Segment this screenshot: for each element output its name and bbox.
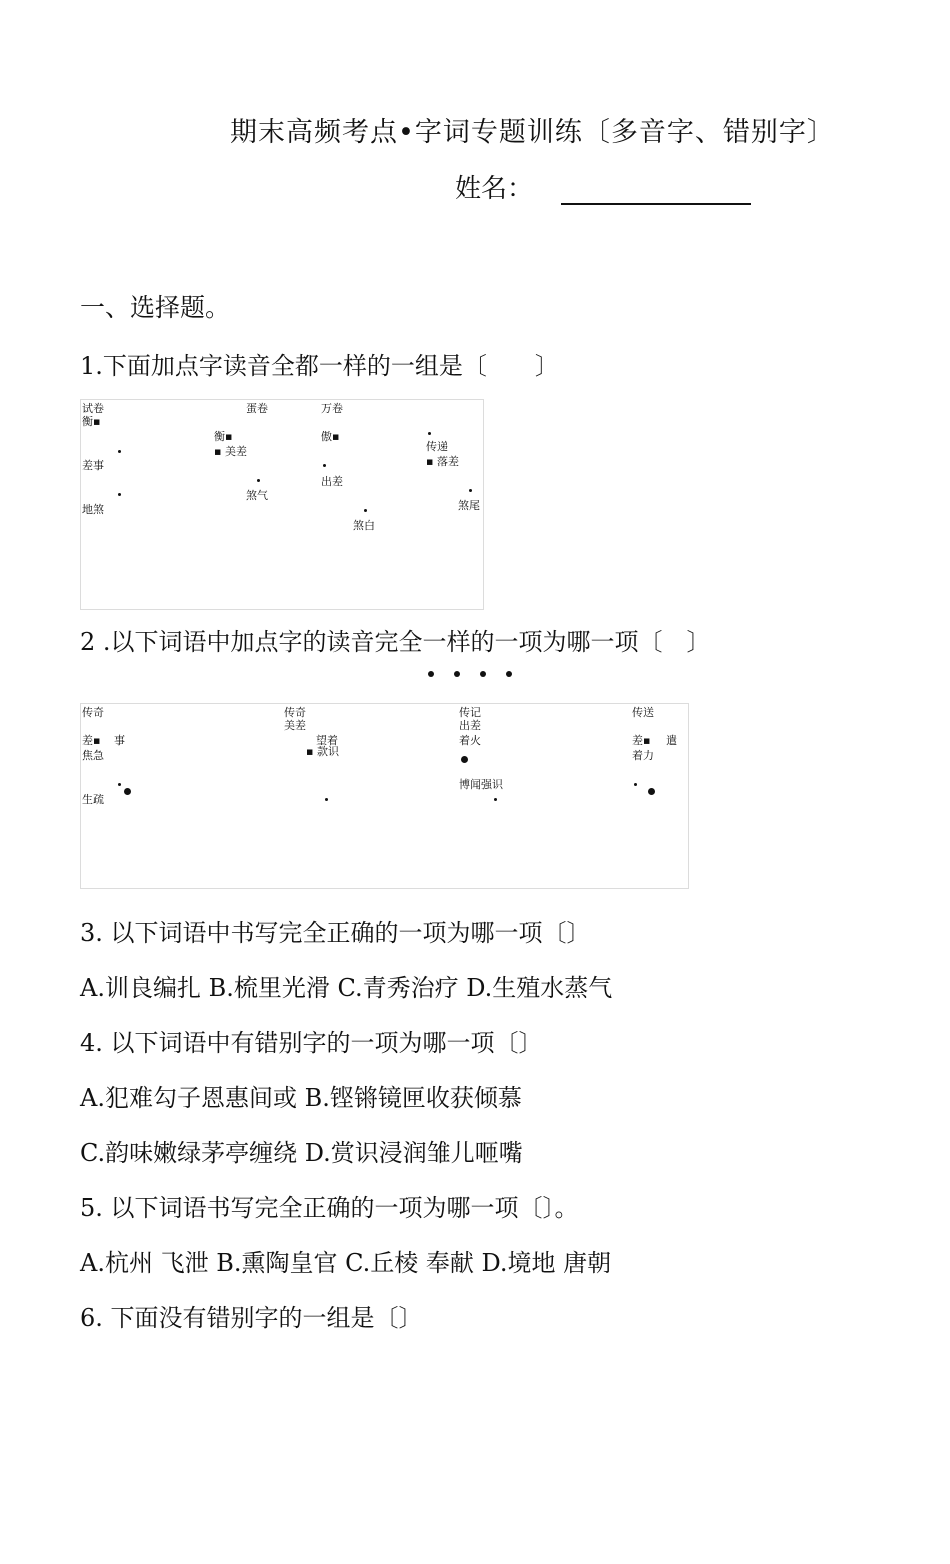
emphasis-dot: [648, 788, 655, 795]
question-1-image: [80, 399, 484, 610]
question-4: 4. 以下词语中有错别字的一项为哪一项〔〕: [80, 1029, 543, 1057]
q1-word: ▪ 落差: [426, 455, 459, 468]
q1-word: 试卷: [82, 402, 104, 415]
question-3: 3. 以下词语中书写完全正确的一项为哪一项〔〕: [80, 919, 591, 947]
emphasis-dots-row: [428, 662, 532, 681]
q1-word: 煞白: [353, 519, 375, 532]
q2-word: 美差: [284, 719, 306, 732]
emphasis-dot: [124, 788, 131, 795]
q1-word: 出差: [321, 475, 343, 488]
question-4-options-cd: C.韵味嫩绿茅亭缠绕 D.赏识浸润雏儿咂嘴: [80, 1139, 523, 1167]
page-title: 期末高频考点•字词专题训练〔多音字、错别字〕: [230, 117, 835, 148]
q2-word: 差▪: [632, 734, 651, 747]
question-2: 2 .以下词语中加点字的读音完全一样的一项为哪一项〔 〕: [80, 628, 711, 656]
q1-word: 傲▪: [321, 430, 340, 443]
q2-word: 望着: [316, 734, 338, 747]
name-label: 姓名：: [455, 174, 534, 204]
q2-word: 着火: [459, 734, 481, 747]
q2-word: 传记: [459, 706, 481, 719]
name-field[interactable]: [455, 168, 751, 205]
q2-word: 事: [114, 734, 125, 747]
question-3-options: A.训良编扎 B.梳里光滑 C.青秀治疗 D.生殖水蒸气: [80, 974, 613, 1002]
q2-word: 博闻强识: [459, 778, 503, 791]
q2-word: 焦急: [82, 749, 104, 762]
emphasis-dot: [634, 783, 637, 786]
question-2-image: [80, 703, 689, 889]
name-blank-line[interactable]: [561, 177, 751, 205]
emphasis-dot: [118, 783, 121, 786]
q1-word: 煞气: [246, 489, 268, 502]
q2-word: 传奇: [82, 706, 104, 719]
q2-word: 差▪: [82, 734, 101, 747]
q2-word: 遣: [666, 734, 677, 747]
question-6: 6. 下面没有错别字的一组是〔〕: [80, 1304, 423, 1332]
emphasis-dot: [469, 489, 472, 492]
q1-word: 衡▪: [214, 430, 233, 443]
q2-word: 出差: [459, 719, 481, 732]
emphasis-dot: [461, 756, 468, 763]
q1-word: ▪ 美差: [214, 445, 247, 458]
emphasis-dot: [494, 798, 497, 801]
question-5-options: A.杭州 飞泄 B.熏陶皇官 C.丘棱 奉献 D.境地 唐朝: [80, 1249, 612, 1277]
q1-word: 煞尾: [458, 499, 480, 512]
emphasis-dot: [118, 493, 121, 496]
question-1: 1.下面加点字读音全都一样的一组是〔 〕: [80, 352, 559, 380]
emphasis-dot: [325, 798, 328, 801]
q2-word: 生疏: [82, 793, 104, 806]
emphasis-dot: [323, 464, 326, 467]
emphasis-dot: [257, 479, 260, 482]
q1-word: 蛋卷: [246, 402, 268, 415]
q2-word: 传送: [632, 706, 654, 719]
q2-word: 传奇: [284, 706, 306, 719]
question-5: 5. 以下词语书写完全正确的一项为哪一项〔〕。: [80, 1194, 579, 1222]
emphasis-dot: [428, 432, 431, 435]
q1-word: 衡▪: [82, 415, 101, 428]
q1-word: 地煞: [82, 503, 104, 516]
section-heading: 一、选择题。: [80, 293, 231, 322]
emphasis-dot: [118, 450, 121, 453]
q2-word: ▪ 款识: [306, 745, 339, 758]
q1-word: 传递: [426, 440, 448, 453]
question-4-options-ab: A.犯难勾子恩惠间或 B.铿锵镜匣收获倾慕: [80, 1084, 522, 1112]
emphasis-dot: [364, 509, 367, 512]
q1-word: 万卷: [321, 402, 343, 415]
q1-word: 差事: [82, 459, 104, 472]
q2-word: 着力: [632, 749, 654, 762]
